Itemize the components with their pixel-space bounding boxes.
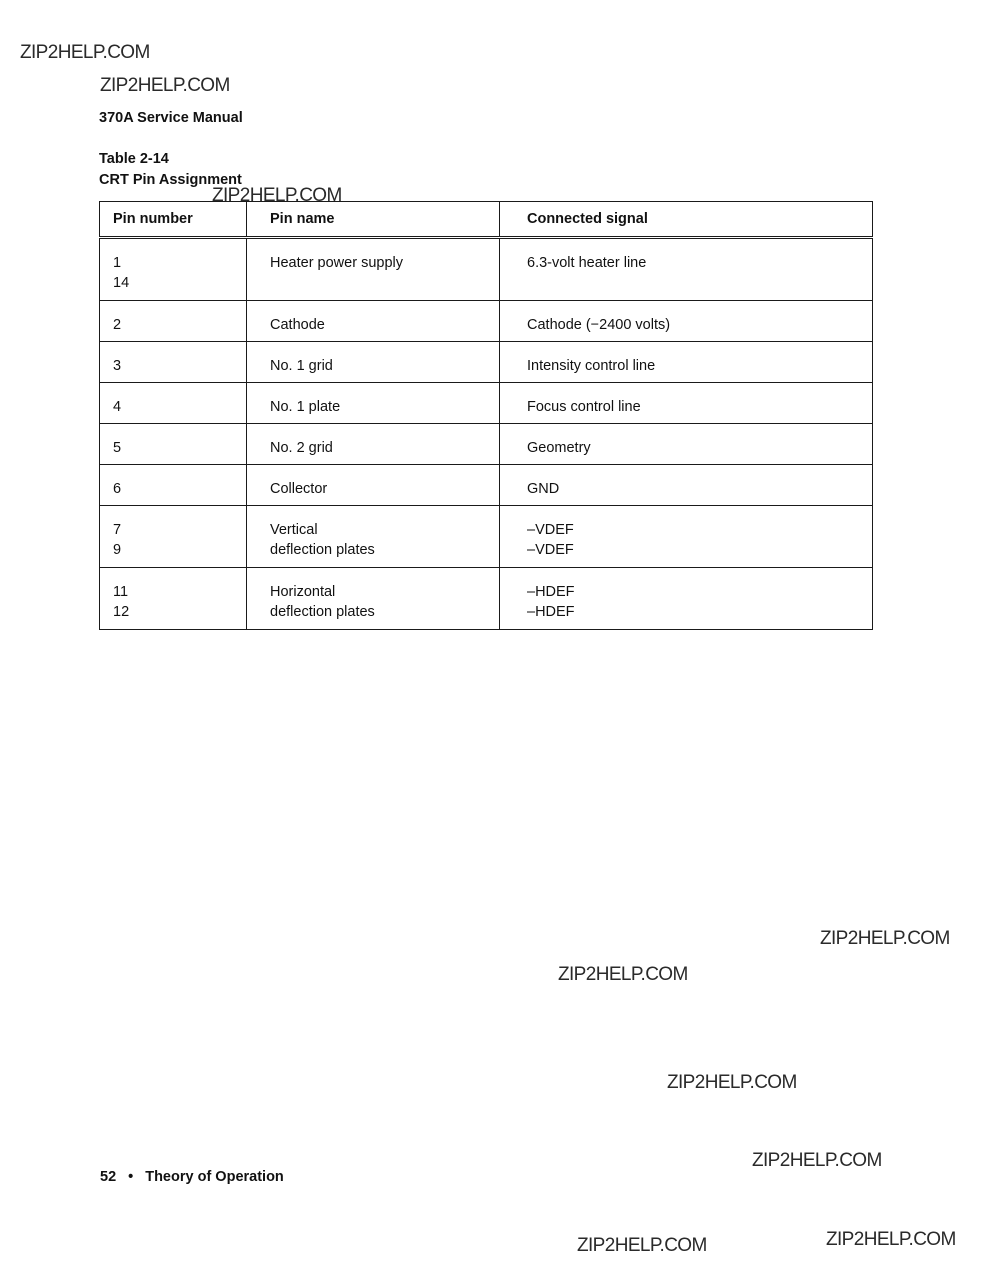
pin-name-cell (247, 465, 500, 506)
pin-number: 6 (113, 481, 122, 497)
table-row (100, 424, 873, 465)
column-header-pin-name: Pin name (247, 202, 500, 238)
section-title: Theory of Operation (145, 1169, 284, 1185)
connected-signal-cell (500, 506, 873, 568)
pin-name: deflection plates (270, 604, 375, 620)
pin-name: Heater power supply (270, 255, 403, 271)
pin-name: No. 1 plate (270, 399, 341, 415)
connected-signal-cell (500, 238, 873, 301)
connected-signal: –HDEF (527, 584, 575, 600)
pin-name: deflection plates (270, 542, 375, 558)
watermark-text: ZIP2HELP.COM (100, 75, 230, 96)
connected-signal-cell (500, 383, 873, 424)
connected-signal-cell (500, 424, 873, 465)
table-body (100, 238, 873, 630)
pin-number: 4 (113, 399, 122, 415)
connected-signal-cell (500, 465, 873, 506)
pin-number: 1 (113, 255, 122, 271)
pin-name: No. 1 grid (270, 358, 333, 374)
pin-number-cell (100, 424, 247, 465)
pin-number: 7 (113, 522, 122, 538)
connected-signal: Cathode (−2400 volts) (527, 317, 671, 333)
pin-number-cell (100, 301, 247, 342)
page-number: 52 (100, 1169, 117, 1185)
watermark-text: ZIP2HELP.COM (577, 1235, 707, 1256)
connected-signal: –VDEF (527, 542, 574, 558)
table-header-row (100, 202, 873, 238)
page-footer (100, 1169, 284, 1185)
watermark-text: ZIP2HELP.COM (826, 1229, 956, 1250)
connected-signal: –VDEF (527, 522, 574, 538)
pin-number: 14 (113, 275, 130, 291)
crt-pin-table (99, 201, 873, 630)
table-row (100, 568, 873, 630)
connected-signal-cell (500, 568, 873, 630)
pin-name-cell (247, 301, 500, 342)
pin-name-cell (247, 568, 500, 630)
pin-name-cell (247, 342, 500, 383)
connected-signal: GND (527, 481, 560, 497)
pin-name-cell (247, 383, 500, 424)
pin-name: Collector (270, 481, 328, 497)
pin-name-cell (247, 238, 500, 301)
pin-number-cell (100, 238, 247, 301)
watermark-text: ZIP2HELP.COM (558, 964, 688, 985)
connected-signal-cell (500, 342, 873, 383)
pin-name: No. 2 grid (270, 440, 333, 456)
connected-signal: Intensity control line (527, 358, 656, 374)
pin-number-cell (100, 568, 247, 630)
watermark-text: ZIP2HELP.COM (820, 928, 950, 949)
watermark-text: ZIP2HELP.COM (667, 1072, 797, 1093)
table-row (100, 465, 873, 506)
table-number: Table 2-14 (99, 151, 169, 167)
column-header-pin-number: Pin number (100, 202, 247, 238)
pin-number-cell (100, 506, 247, 568)
table-row (100, 342, 873, 383)
watermark-text: ZIP2HELP.COM (752, 1150, 882, 1171)
column-header-connected-signal: Connected signal (500, 202, 873, 238)
pin-name-cell (247, 424, 500, 465)
pin-number: 3 (113, 358, 122, 374)
bullet-separator: • (128, 1169, 134, 1185)
table-caption: CRT Pin Assignment (99, 172, 242, 188)
pin-name: Horizontal (270, 584, 336, 600)
manual-title: 370A Service Manual (99, 110, 243, 126)
pin-number-cell (100, 342, 247, 383)
connected-signal: Focus control line (527, 399, 641, 415)
pin-number: 9 (113, 542, 122, 558)
pin-number: 2 (113, 317, 122, 333)
table-row (100, 301, 873, 342)
pin-name: Cathode (270, 317, 325, 333)
watermark-text: ZIP2HELP.COM (212, 185, 342, 206)
pin-number-cell (100, 465, 247, 506)
connected-signal: Geometry (527, 440, 591, 456)
pin-number: 12 (113, 604, 130, 620)
pin-name: Vertical (270, 522, 318, 538)
table-row (100, 238, 873, 301)
connected-signal: –HDEF (527, 604, 575, 620)
table-row (100, 383, 873, 424)
pin-number: 5 (113, 440, 122, 456)
pin-number: 11 (113, 584, 129, 600)
connected-signal-cell (500, 301, 873, 342)
connected-signal: 6.3-volt heater line (527, 255, 647, 271)
watermark-text: ZIP2HELP.COM (20, 42, 150, 63)
pin-name-cell (247, 506, 500, 568)
pin-number-cell (100, 383, 247, 424)
table-row (100, 506, 873, 568)
